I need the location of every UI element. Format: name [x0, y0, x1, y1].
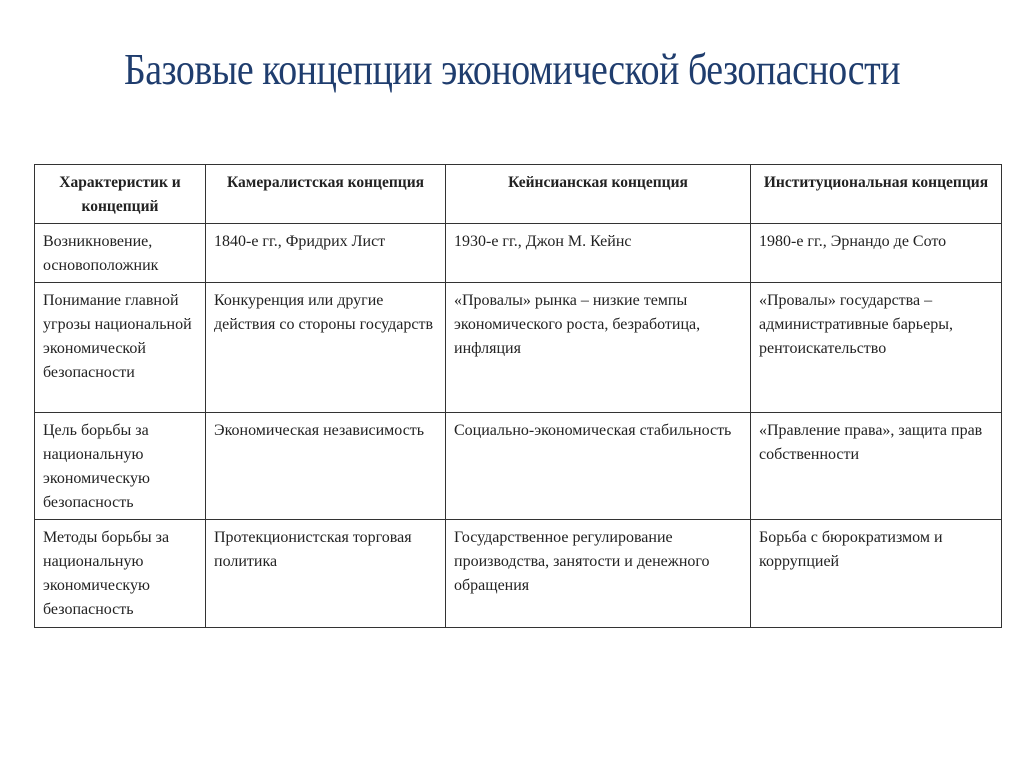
header-characteristics: Характеристик и концепций — [35, 165, 206, 224]
table-cell: 1930-е гг., Джон М. Кейнс — [446, 224, 751, 283]
table-row — [35, 283, 1002, 413]
table-cell: Протекционистская торговая политика — [206, 520, 446, 628]
table-cell: «Провалы» рынка – низкие темпы экономического роста, безработица, инфляция — [446, 283, 751, 413]
table-cell: «Провалы» государства – административные барьеры, рентоискательство — [751, 283, 1002, 413]
table-row — [35, 520, 1002, 628]
header-keynesian: Кейнсианская концепция — [446, 165, 751, 224]
table-row — [35, 413, 1002, 520]
header-cameralist: Камералистская концепция — [206, 165, 446, 224]
concepts-table — [34, 164, 1002, 628]
row-label: Возникновение, основоположник — [35, 224, 206, 283]
table-cell: «Правление права», защита прав собственности — [751, 413, 1002, 520]
table-cell: 1980-е гг., Эрнандо де Сото — [751, 224, 1002, 283]
row-label: Понимание главной угрозы национальной экономической безопасности — [35, 283, 206, 413]
table-cell: Экономическая независимость — [206, 413, 446, 520]
slide-title: Базовые концепции экономической безопасности — [123, 45, 901, 94]
table-cell: Борьба с бюрократизмом и коррупцией — [751, 520, 1002, 628]
header-institutional: Институциональная концепция — [751, 165, 1002, 224]
table-cell: Социально-экономическая стабильность — [446, 413, 751, 520]
table-cell: 1840-е гг., Фридрих Лист — [206, 224, 446, 283]
table-cell: Государственное регулирование производства, занятости и денежного обращения — [446, 520, 751, 628]
row-label: Методы борьбы за национальную экономическую безопасность — [35, 520, 206, 628]
table-row — [35, 224, 1002, 283]
row-label: Цель борьбы за национальную экономическую безопасность — [35, 413, 206, 520]
table-cell: Конкуренция или другие действия со стороны государств — [206, 283, 446, 413]
table-header-row — [35, 165, 1002, 224]
